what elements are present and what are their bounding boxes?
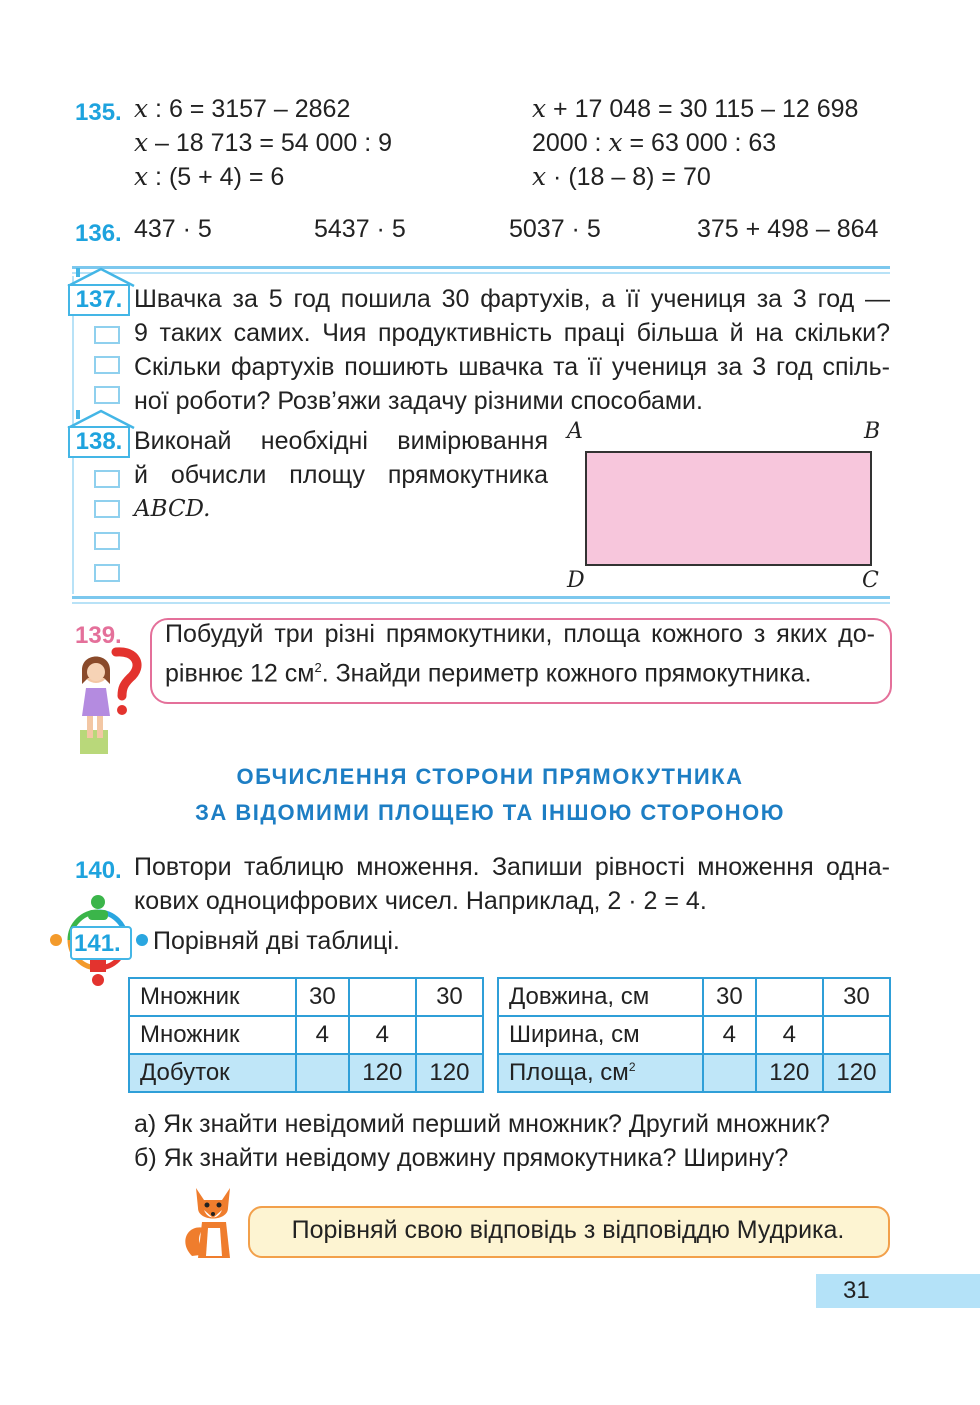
page-number: 31 xyxy=(843,1277,870,1304)
table-cell: 30 xyxy=(823,978,890,1016)
vertex-label: D xyxy=(567,568,585,593)
table-cell xyxy=(756,978,823,1016)
row-label: Площа, $см^2$ xyxy=(498,1054,703,1092)
task-text-line: Повтори таблицю множення. Запиши рівності множення одна- xyxy=(134,853,890,881)
table-cell: 4 xyxy=(296,1016,349,1054)
table-row xyxy=(129,1054,483,1092)
row-label: Довжина, см xyxy=(498,978,703,1016)
expression: 437 · 5 xyxy=(134,215,212,243)
task-text-line: ABCD. xyxy=(134,496,211,522)
ring-notch xyxy=(94,532,120,550)
table-cell: 30 xyxy=(296,978,349,1016)
expression: 5037 · 5 xyxy=(509,215,601,243)
expression: 5437 · 5 xyxy=(314,215,406,243)
task-text-line: Побудуй три різні прямокутники, площа кожного з яких до- xyxy=(165,620,875,648)
table-cell xyxy=(296,1054,349,1092)
table-cell: 4 xyxy=(349,1016,416,1054)
multiplication-table xyxy=(128,977,484,1093)
rectangle-abcd xyxy=(585,451,872,566)
rectangle-table xyxy=(497,977,891,1093)
vertex-label: B xyxy=(864,419,881,444)
question-b: б) Як знайти невідому довжину прямокутника? Ширину? xyxy=(134,1144,789,1172)
exercise-number: 136. xyxy=(75,220,122,247)
exercise-number: 140. xyxy=(75,857,122,884)
exercise-number: 139. xyxy=(75,622,122,649)
task-text-line: рівнює 12 $см^2$. Знайди периметр кожного прямокутника. xyxy=(165,659,812,688)
vertex-label: C xyxy=(862,568,879,593)
divider xyxy=(72,596,890,599)
section-title: ЗА ВІДОМИМИ ПЛОЩЕЮ ТА ІНШОЮ СТОРОНОЮ xyxy=(195,800,785,825)
table-cell: 120 xyxy=(349,1054,416,1092)
table-cell: 120 xyxy=(823,1054,890,1092)
girl-illustration xyxy=(74,644,146,756)
table-cell: 4 xyxy=(703,1016,756,1054)
ring-notch xyxy=(94,470,120,488)
exercise-number: 138. xyxy=(68,426,130,458)
table-cell: 4 xyxy=(756,1016,823,1054)
page-number-tab xyxy=(816,1274,980,1308)
question-a: а) Як знайти невідомий перший множник? Другий множник? xyxy=(134,1110,830,1138)
equation: 2000 : x = 63 000 : 63 xyxy=(532,128,777,157)
exercise-number: 137. xyxy=(68,284,130,316)
task-text-line: Виконай необхідні вимірювання xyxy=(134,427,548,455)
row-label: Ширина, см xyxy=(498,1016,703,1054)
task-text-line: Швачка за 5 год пошила 30 фартухів, а її учениця за 3 год — xyxy=(134,285,890,313)
table-cell: 120 xyxy=(756,1054,823,1092)
divider xyxy=(72,272,890,274)
ring-notch xyxy=(94,564,120,582)
table-cell: 120 xyxy=(416,1054,483,1092)
equation: x : (5 + 4) = 6 xyxy=(134,162,285,191)
task-text-line: кових одноцифрових чисел. Наприклад, 2 · 2 = 4. xyxy=(134,887,707,915)
table-cell: 30 xyxy=(416,978,483,1016)
table-cell: 30 xyxy=(703,978,756,1016)
table-row xyxy=(498,978,890,1016)
table-row xyxy=(129,978,483,1016)
task-text-line: 9 таких самих. Чия продуктивність праці більша й на скільки? xyxy=(134,319,890,347)
task-text-line: Порівняй дві таблиці. xyxy=(153,927,400,955)
table-row xyxy=(498,1016,890,1054)
fox-illustration xyxy=(182,1178,244,1262)
task-text-line: й обчисли площу прямокутника xyxy=(134,461,548,489)
task-text-line: ної роботи? Розв’яжи задачу різними способами. xyxy=(134,387,703,415)
table-cell xyxy=(349,978,416,1016)
table-cell xyxy=(703,1054,756,1092)
ring-notch xyxy=(94,386,120,404)
table-cell xyxy=(823,1016,890,1054)
ring-notch xyxy=(94,500,120,518)
section-title: ОБЧИСЛЕННЯ СТОРОНИ ПРЯМОКУТНИКА xyxy=(236,764,744,789)
table-row xyxy=(498,1054,890,1092)
equation: x – 18 713 = 54 000 : 9 xyxy=(134,128,393,157)
row-label: Множник xyxy=(129,978,296,1016)
equation: x : 6 = 3157 – 2862 xyxy=(134,94,351,123)
expression: 375 + 498 – 864 xyxy=(697,215,879,243)
vertex-label: A xyxy=(567,419,583,444)
table-row xyxy=(129,1016,483,1054)
exercise-number: 141. xyxy=(74,930,121,957)
divider xyxy=(72,266,890,269)
row-label: Добуток xyxy=(129,1054,296,1092)
equation: x · (18 – 8) = 70 xyxy=(532,162,711,191)
ring-notch xyxy=(94,356,120,374)
equation: x + 17 048 = 30 115 – 12 698 xyxy=(532,94,859,123)
ring-notch xyxy=(94,326,120,344)
row-label: Множник xyxy=(129,1016,296,1054)
fox-tip-text: Порівняй свою відповідь з відповіддю Мудрика. xyxy=(291,1216,845,1244)
table-cell xyxy=(416,1016,483,1054)
divider xyxy=(72,602,890,604)
task-text-line: Скільки фартухів пошиють швачка та її учениця за 3 год спіль- xyxy=(134,353,890,381)
exercise-number: 135. xyxy=(75,99,122,126)
